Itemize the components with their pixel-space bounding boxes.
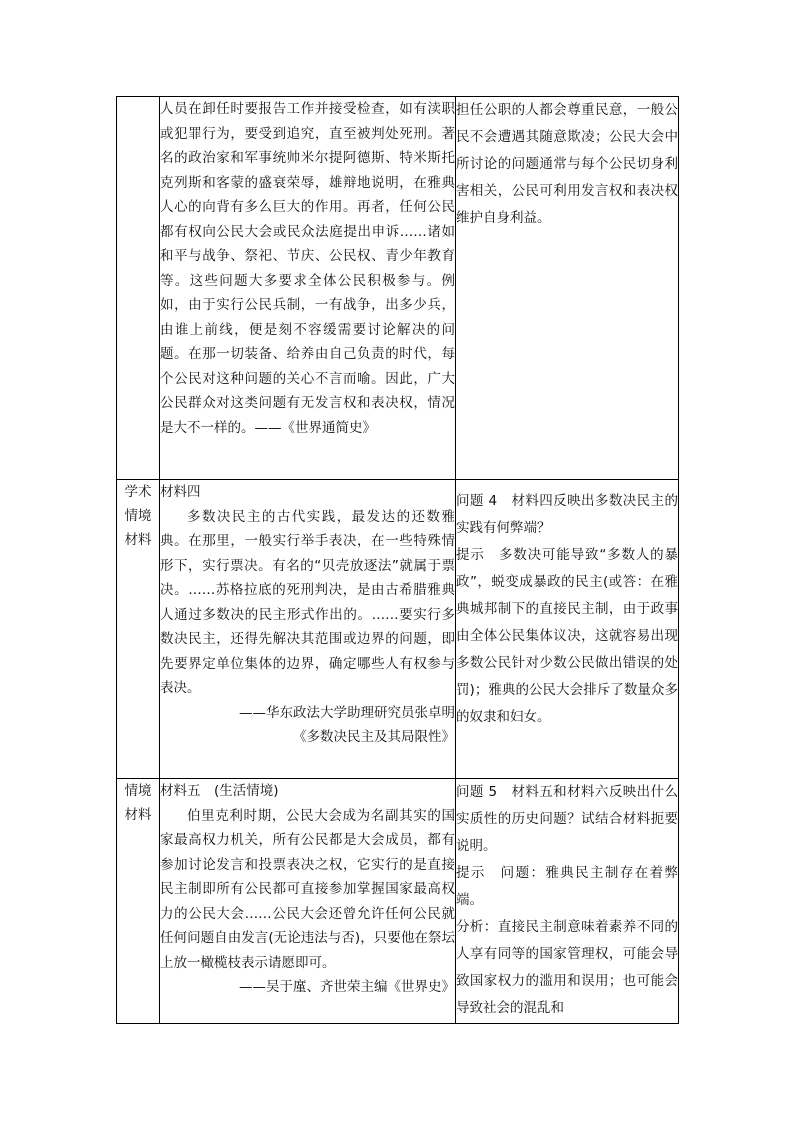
- table-row: [117, 779, 679, 1024]
- material-cell: [160, 97, 456, 480]
- material-title: 材料四: [160, 484, 201, 500]
- answer-text: 担任公职的人都会尊重民意，一般公民不会遭遇其随意欺凌；公民大会中所讨论的问题通常与每个公民切身利害相关，公民可利用发言权和表决权维护自身利益。: [456, 102, 678, 226]
- material-source-title: 《多数决民主及其局限性》: [293, 729, 455, 745]
- material-source: ——华东政法大学助理研究员张卓明: [239, 704, 455, 721]
- row-label-academic: [117, 480, 160, 779]
- hint-text: 提示 多数决可能导致“多数人的暴政”，蜕变成暴政的民主(或答：在雅典城邦制下的直接民主制，由于政事由全体公民集体议决，这就容易出现多数公民针对少数公民做出错误的处罚)；雅典的公民大会排斥了数量众多的奴隶和妇女。: [456, 547, 678, 725]
- row-label-line: 情境: [124, 783, 152, 799]
- question-text: 问题 5 材料五和材料六反映出什么实质性的历史问题？试结合材料扼要说明。: [456, 784, 678, 854]
- row-label-line: 材料: [124, 807, 152, 823]
- material-body: 伯里克利时期，公民大会成为名副其实的国家最高权力机关，所有公民都是大会成员，都有参加讨论发言和投票表决之权，它实行的是直接民主制即所有公民都可直接参加掌握国家最高权力的公民大会……公民大会还曾允许任何公民就任何问题自由发言(无论违法与否)，只要他在祭坛上放一橄榄枝表示请愿即可。: [160, 807, 455, 971]
- material-cell: [160, 480, 456, 779]
- row-label-line: 材料: [124, 532, 152, 548]
- row-label-line: 情境: [124, 508, 152, 524]
- row-label-situation: [117, 779, 160, 1024]
- material-text: 人员在卸任时要报告工作并接受检查，如有渎职或犯罪行为，要受到追究，直至被判处死刑。著名的政治家和军事统帅米尔提阿德斯、特米斯托克列斯和客蒙的盛衰荣辱，雄辩地说明，在雅典人心的向背有多么巨大的作用。再者，任何公民都有权向公民大会或民众法庭提出申诉……诸如和平与战争、祭祀、节庆、公民权、青少年教育等。这些问题大多要求全体公民积极参与。例如，由于实行公民兵制，一有战争，出多少兵，由谁上前线，便是刻不容缓需要讨论解决的问题。在那一切装备、给养由自己负责的时代，每个公民对这种问题的关心不言而喻。因此，广大公民群众对这类问题有无发言权和表决权，情况是大不一样的。——《世界通简史》: [160, 101, 455, 436]
- question-text: 问题 4 材料四反映出多数决民主的实践有何弊端？: [456, 493, 678, 536]
- question-cell: [456, 779, 679, 1024]
- analysis-text: 分析：直接民主制意味着素养不同的人享有同等的国家管理权，可能会导致国家权力的滥用和误用；也可能会导致社会的混乱和: [456, 919, 678, 1016]
- table-row: [117, 480, 679, 779]
- table-row: [117, 97, 679, 480]
- answer-cell: [456, 97, 679, 480]
- material-title: 材料五 (生活情境): [160, 783, 279, 799]
- row-label-empty: [117, 97, 160, 480]
- hint-text: 提示 问题：雅典民主制存在着弊端。: [456, 865, 678, 908]
- material-cell: [160, 779, 456, 1024]
- question-cell: [456, 480, 679, 779]
- material-source: ——吴于廑、齐世荣主编《世界史》: [239, 979, 455, 995]
- lesson-table: [116, 96, 679, 1024]
- row-label-line: 学术: [124, 484, 152, 500]
- material-body: 多数决民主的古代实践，最发达的还数雅典。在那里，一般实行举手表决，在一些特殊情形下，实行票决。有名的“贝壳放逐法”就属于票决。……苏格拉底的死刑判决，是由古希腊雅典人通过多数决的民主形式作出的。……要实行多数决民主，还得先解决其范围或边界的问题，即先要界定单位集体的边界，确定哪些人有权参与表决。: [160, 508, 455, 696]
